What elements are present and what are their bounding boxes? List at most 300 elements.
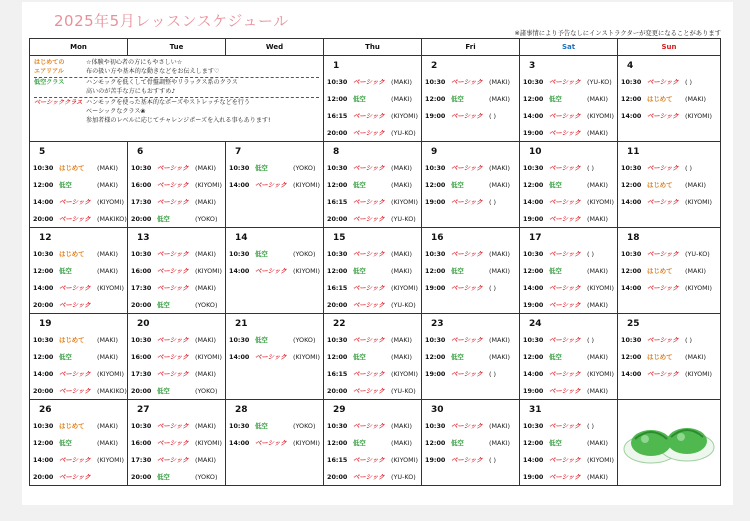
lesson-time: 10:30 — [523, 249, 544, 258]
lesson-class-low: 低空 — [353, 267, 366, 275]
lesson-entry — [618, 73, 720, 90]
lesson-entry — [128, 468, 225, 485]
lesson-instructor: (KIYOMI) — [195, 266, 223, 275]
lesson-time: 16:00 — [131, 180, 152, 189]
lesson-instructor: (KIYOMI) — [195, 352, 223, 361]
lesson-time: 10:30 — [327, 249, 348, 258]
lesson-time: 20:00 — [131, 472, 152, 481]
lesson-instructor: (YU-KO) — [391, 300, 416, 309]
lesson-entry — [128, 434, 225, 451]
lesson-time: 19:00 — [425, 111, 446, 120]
day-number: 19 — [39, 319, 52, 329]
lesson-entry — [324, 176, 421, 193]
lesson-instructor: (MAKI) — [587, 180, 608, 189]
day-cell — [128, 400, 226, 486]
lesson-instructor: (YOKO) — [195, 300, 218, 309]
lesson-class-basic: ベーシック — [157, 198, 189, 206]
lesson-class-low: 低空 — [451, 353, 464, 361]
lesson-time: 16:15 — [327, 369, 348, 378]
lesson-entry — [422, 262, 519, 279]
week-row — [30, 400, 721, 486]
lesson-entry — [324, 262, 421, 279]
weekday-mon: Mon — [30, 39, 128, 56]
lesson-time: 16:15 — [327, 197, 348, 206]
lesson-instructor: (KIYOMI) — [587, 111, 615, 120]
lesson-instructor: (YOKO) — [293, 421, 316, 430]
day-cell — [128, 314, 226, 400]
weekday-fri: Fri — [422, 39, 520, 56]
lesson-instructor: (MAKI) — [391, 163, 412, 172]
lesson-entry — [30, 348, 127, 365]
lesson-instructor: (MAKI) — [587, 300, 608, 309]
lesson-instructor: (MAKI) — [587, 266, 608, 275]
weekday-header-row — [30, 39, 721, 56]
lesson-entry — [618, 262, 720, 279]
lesson-entry — [30, 365, 127, 382]
day-cell — [422, 56, 520, 142]
lesson-entry — [30, 176, 127, 193]
lesson-time: 19:00 — [425, 369, 446, 378]
lesson-class-basic: ベーシック — [353, 301, 385, 309]
lesson-entry — [128, 279, 225, 296]
lesson-class-basic: ベーシック — [353, 284, 385, 292]
lesson-entry — [618, 90, 720, 107]
day-cell — [324, 142, 422, 228]
lesson-entry — [128, 417, 225, 434]
lesson-time: 14:00 — [33, 455, 54, 464]
week-row — [30, 228, 721, 314]
lesson-instructor: (KIYOMI) — [587, 455, 615, 464]
lesson-time: 10:30 — [425, 421, 446, 430]
lesson-time: 12:00 — [523, 266, 544, 275]
lesson-class-beginner: はじめて — [647, 95, 673, 103]
instructor-change-notice: ※諸事情により予告なしにインストラクターが変更になることがあります — [514, 30, 721, 37]
lesson-class-low: 低空 — [59, 353, 72, 361]
lesson-instructor: (YU-KO) — [587, 77, 612, 86]
lesson-time: 14:00 — [33, 197, 54, 206]
lesson-time: 10:30 — [131, 421, 152, 430]
lesson-class-basic: ベーシック — [157, 181, 189, 189]
lesson-class-basic: ベーシック — [353, 473, 385, 481]
lesson-instructor: (YU-KO) — [685, 249, 710, 258]
lesson-entry — [618, 365, 720, 382]
lesson-class-basic: ベーシック — [647, 112, 679, 120]
lesson-instructor: (MAKI) — [195, 249, 216, 258]
lesson-instructor: (MAKI) — [489, 163, 510, 172]
lesson-time: 19:00 — [425, 283, 446, 292]
lesson-class-basic: ベーシック — [157, 353, 189, 361]
lesson-time: 17:30 — [131, 369, 152, 378]
lesson-class-basic: ベーシック — [353, 250, 385, 258]
lesson-instructor: (MAKI) — [489, 180, 510, 189]
day-number: 4 — [627, 61, 634, 71]
lesson-instructor: (MAKI) — [685, 180, 706, 189]
lesson-instructor: (YOKO) — [195, 472, 218, 481]
weekday-sat: Sat — [520, 39, 618, 56]
day-number: 1 — [333, 61, 340, 71]
lesson-class-basic: ベーシック — [353, 422, 385, 430]
lesson-class-low: 低空 — [157, 473, 170, 481]
lesson-instructor: (MAKI) — [195, 369, 216, 378]
lesson-time: 10:30 — [523, 335, 544, 344]
lesson-time: 16:00 — [131, 266, 152, 275]
lesson-entry — [520, 468, 617, 485]
lesson-entry — [520, 210, 617, 227]
lesson-entry — [30, 451, 127, 468]
lesson-class-basic: ベーシック — [157, 267, 189, 275]
lesson-time: 12:00 — [621, 352, 642, 361]
lesson-entry — [520, 365, 617, 382]
lesson-time: 17:30 — [131, 283, 152, 292]
lesson-instructor: (MAKI) — [587, 214, 608, 223]
lesson-time: 16:15 — [327, 111, 348, 120]
day-cell — [618, 56, 721, 142]
lesson-time: 12:00 — [523, 352, 544, 361]
lesson-instructor: (MAKI) — [391, 335, 412, 344]
lesson-entry — [30, 468, 127, 485]
day-cell — [30, 314, 128, 400]
weekday-wed: Wed — [226, 39, 324, 56]
day-cell — [226, 142, 324, 228]
lesson-instructor: (MAKI) — [685, 94, 706, 103]
lesson-class-basic: ベーシック — [549, 456, 581, 464]
lesson-class-basic: ベーシック — [353, 198, 385, 206]
lesson-instructor: (MAKI) — [97, 266, 118, 275]
lesson-instructor: (MAKI) — [587, 438, 608, 447]
lesson-class-basic: ベーシック — [157, 250, 189, 258]
day-number: 31 — [529, 405, 542, 415]
lesson-time: 19:00 — [523, 300, 544, 309]
lesson-class-basic: ベーシック — [549, 129, 581, 137]
lesson-time: 20:00 — [33, 214, 54, 223]
lesson-time: 14:00 — [621, 197, 642, 206]
lesson-time: 10:30 — [425, 77, 446, 86]
lesson-class-basic: ベーシック — [549, 198, 581, 206]
lesson-entry — [520, 451, 617, 468]
legend-row — [34, 79, 319, 96]
lesson-entry — [324, 73, 421, 90]
lesson-class-basic: ベーシック — [255, 181, 287, 189]
lesson-instructor: (KIYOMI) — [195, 180, 223, 189]
lesson-instructor: (KIYOMI) — [293, 266, 321, 275]
lesson-time: 12:00 — [621, 94, 642, 103]
day-number: 14 — [235, 233, 248, 243]
lesson-class-basic: ベーシック — [157, 164, 189, 172]
lesson-entry — [128, 159, 225, 176]
lesson-class-low: 低空 — [549, 95, 562, 103]
lesson-class-low: 低空 — [255, 422, 268, 430]
lesson-time: 20:00 — [131, 214, 152, 223]
lesson-instructor: ( ) — [489, 455, 497, 464]
lesson-instructor: (MAKI) — [489, 94, 510, 103]
lesson-class-low: 低空 — [353, 439, 366, 447]
legend-description: ☆体験や初心者の方にもやさしい☆ 布の扱い方や基本的な動きなどをお伝えします♡ — [86, 59, 220, 75]
lesson-time: 10:30 — [229, 421, 250, 430]
schedule-sheet — [22, 2, 733, 505]
legend-class-name: はじめての エアリアル — [34, 59, 65, 75]
lesson-instructor: (KIYOMI) — [685, 283, 713, 292]
lesson-entry — [422, 193, 519, 210]
lesson-instructor: ( ) — [587, 421, 595, 430]
lesson-entry — [618, 348, 720, 365]
lesson-class-basic: ベーシック — [549, 370, 581, 378]
lesson-class-low: 低空 — [451, 95, 464, 103]
day-number: 7 — [235, 147, 242, 157]
lesson-entry — [520, 107, 617, 124]
legend-class-name: 低空クラス — [34, 79, 65, 87]
lesson-time: 19:00 — [425, 455, 446, 464]
lesson-instructor: (MAKI) — [391, 94, 412, 103]
lesson-entry — [324, 107, 421, 124]
lesson-class-basic: ベーシック — [549, 78, 581, 86]
calendar-body — [30, 56, 721, 486]
lesson-time: 20:00 — [33, 300, 54, 309]
lesson-instructor: (YOKO) — [195, 214, 218, 223]
lesson-instructor: (MAKI) — [97, 438, 118, 447]
lesson-time: 20:00 — [327, 472, 348, 481]
lesson-entry — [324, 382, 421, 399]
lesson-entry — [128, 348, 225, 365]
lesson-time: 12:00 — [33, 180, 54, 189]
lesson-class-basic: ベーシック — [353, 387, 385, 395]
lesson-time: 10:30 — [33, 249, 54, 258]
lesson-time: 20:00 — [327, 386, 348, 395]
lesson-instructor: (MAKI) — [195, 335, 216, 344]
lesson-instructor: ( ) — [587, 335, 595, 344]
lesson-time: 14:00 — [621, 283, 642, 292]
lesson-entry — [520, 90, 617, 107]
lesson-class-low: 低空 — [549, 439, 562, 447]
lesson-class-beginner: はじめて — [59, 336, 85, 344]
lesson-time: 10:30 — [33, 163, 54, 172]
lesson-entry — [30, 296, 127, 313]
lesson-entry — [324, 90, 421, 107]
lesson-time: 10:30 — [131, 163, 152, 172]
lesson-entry — [520, 245, 617, 262]
lesson-class-basic: ベーシック — [549, 112, 581, 120]
lesson-time: 16:00 — [131, 352, 152, 361]
lesson-class-low: 低空 — [255, 164, 268, 172]
day-number: 5 — [39, 147, 46, 157]
lesson-time: 10:30 — [229, 335, 250, 344]
lesson-entry — [618, 159, 720, 176]
lesson-entry — [520, 124, 617, 141]
lesson-instructor: (MAKI) — [391, 266, 412, 275]
day-cell — [324, 228, 422, 314]
lesson-time: 20:00 — [33, 472, 54, 481]
lesson-class-basic: ベーシック — [647, 198, 679, 206]
lesson-time: 20:00 — [131, 386, 152, 395]
lesson-time: 10:30 — [33, 421, 54, 430]
lesson-instructor: (KIYOMI) — [391, 369, 419, 378]
day-cell — [128, 228, 226, 314]
lesson-entry — [618, 331, 720, 348]
lesson-instructor: (KIYOMI) — [195, 438, 223, 447]
lesson-entry — [226, 417, 323, 434]
lesson-class-basic: ベーシック — [353, 370, 385, 378]
lesson-time: 14:00 — [621, 111, 642, 120]
lesson-instructor: (KIYOMI) — [587, 283, 615, 292]
day-number: 21 — [235, 319, 248, 329]
lesson-time: 12:00 — [425, 94, 446, 103]
day-cell — [324, 314, 422, 400]
lesson-class-basic: ベーシック — [549, 387, 581, 395]
day-number: 16 — [431, 233, 444, 243]
lesson-time: 10:30 — [523, 163, 544, 172]
lesson-instructor: (KIYOMI) — [685, 369, 713, 378]
lesson-class-basic: ベーシック — [157, 422, 189, 430]
legend-box — [30, 56, 323, 128]
lesson-instructor: (MAKI) — [97, 335, 118, 344]
lesson-entry — [422, 245, 519, 262]
day-cell — [128, 142, 226, 228]
lesson-entry — [520, 331, 617, 348]
lesson-class-basic: ベーシック — [549, 422, 581, 430]
day-number: 27 — [137, 405, 150, 415]
lesson-instructor: ( ) — [587, 249, 595, 258]
lesson-entry — [128, 451, 225, 468]
lesson-time: 10:30 — [523, 77, 544, 86]
lesson-entry — [618, 107, 720, 124]
lesson-entry — [30, 434, 127, 451]
lesson-time: 12:00 — [523, 438, 544, 447]
day-number: 26 — [39, 405, 52, 415]
lesson-entry — [618, 193, 720, 210]
lesson-instructor: (MAKI) — [391, 438, 412, 447]
lesson-time: 10:30 — [327, 77, 348, 86]
lesson-entry — [324, 124, 421, 141]
lesson-class-basic: ベーシック — [549, 284, 581, 292]
lesson-class-basic: ベーシック — [549, 473, 581, 481]
legend-row — [34, 99, 319, 125]
lesson-instructor: (MAKI) — [97, 180, 118, 189]
lesson-instructor: ( ) — [489, 197, 497, 206]
lesson-time: 10:30 — [229, 249, 250, 258]
lesson-time: 10:30 — [327, 163, 348, 172]
lesson-class-basic: ベーシック — [59, 198, 91, 206]
lesson-class-low: 低空 — [157, 215, 170, 223]
lesson-class-basic: ベーシック — [451, 78, 483, 86]
lesson-class-low: 低空 — [549, 181, 562, 189]
lesson-time: 12:00 — [425, 352, 446, 361]
lesson-time: 16:15 — [327, 455, 348, 464]
lesson-class-basic: ベーシック — [59, 456, 91, 464]
lesson-entry — [226, 159, 323, 176]
day-number: 15 — [333, 233, 346, 243]
lesson-class-low: 低空 — [59, 439, 72, 447]
day-number: 20 — [137, 319, 150, 329]
lesson-class-low: 低空 — [157, 387, 170, 395]
lesson-class-low: 低空 — [549, 353, 562, 361]
lesson-time: 12:00 — [327, 94, 348, 103]
lesson-instructor: (KIYOMI) — [587, 369, 615, 378]
illustration-cell — [618, 400, 721, 486]
lesson-entry — [128, 331, 225, 348]
lesson-time: 19:00 — [523, 214, 544, 223]
lesson-instructor: (MAKI) — [97, 163, 118, 172]
lesson-entry — [520, 193, 617, 210]
lesson-class-basic: ベーシック — [59, 284, 91, 292]
lesson-class-basic: ベーシック — [59, 301, 91, 309]
lesson-time: 12:00 — [327, 352, 348, 361]
lesson-class-low: 低空 — [549, 267, 562, 275]
lesson-entry — [324, 331, 421, 348]
week-row — [30, 56, 721, 142]
day-number: 12 — [39, 233, 52, 243]
day-cell — [324, 56, 422, 142]
lesson-entry — [422, 451, 519, 468]
lesson-instructor: (MAKI) — [391, 180, 412, 189]
lesson-time: 20:00 — [327, 214, 348, 223]
lesson-entry — [30, 331, 127, 348]
day-number: 3 — [529, 61, 536, 71]
lesson-entry — [128, 382, 225, 399]
lesson-entry — [422, 331, 519, 348]
lesson-time: 19:00 — [523, 386, 544, 395]
lesson-entry — [324, 210, 421, 227]
lesson-entry — [520, 348, 617, 365]
lesson-entry — [422, 90, 519, 107]
day-cell — [30, 228, 128, 314]
day-cell — [618, 314, 721, 400]
lesson-class-low: 低空 — [255, 250, 268, 258]
week-row — [30, 142, 721, 228]
lesson-class-basic: ベーシック — [451, 164, 483, 172]
lesson-time: 10:30 — [621, 249, 642, 258]
lesson-entry — [30, 382, 127, 399]
lesson-time: 10:30 — [621, 335, 642, 344]
day-cell — [618, 228, 721, 314]
lesson-instructor: (YU-KO) — [391, 386, 416, 395]
lesson-time: 12:00 — [425, 266, 446, 275]
lesson-instructor: (KIYOMI) — [391, 455, 419, 464]
lesson-time: 14:00 — [33, 283, 54, 292]
lesson-instructor: (MAKI) — [489, 352, 510, 361]
legend-description: ハンモックを低くして骨盤調整やリラックス系のクラス 高いのが苦手な方にもおすすめ♪ — [86, 79, 238, 95]
lesson-instructor: ( ) — [489, 283, 497, 292]
lesson-instructor: (MAKI) — [587, 472, 608, 481]
lesson-time: 10:30 — [523, 421, 544, 430]
lesson-entry — [128, 193, 225, 210]
lesson-instructor: ( ) — [587, 163, 595, 172]
lesson-class-low: 低空 — [451, 267, 464, 275]
day-number: 30 — [431, 405, 444, 415]
lesson-entry — [324, 279, 421, 296]
lesson-time: 10:30 — [621, 163, 642, 172]
lesson-time: 14:00 — [523, 111, 544, 120]
lesson-instructor: (MAKI) — [391, 77, 412, 86]
day-cell — [520, 314, 618, 400]
lesson-class-basic: ベーシック — [647, 370, 679, 378]
lesson-time: 14:00 — [621, 369, 642, 378]
lesson-instructor: (MAKI) — [489, 249, 510, 258]
lesson-instructor: (KIYOMI) — [587, 197, 615, 206]
lesson-instructor: (MAKI) — [391, 352, 412, 361]
lesson-class-basic: ベーシック — [451, 336, 483, 344]
lesson-instructor: (MAKI) — [489, 421, 510, 430]
lesson-instructor: (KIYOMI) — [97, 455, 125, 464]
lesson-instructor: (MAKI) — [489, 77, 510, 86]
lesson-instructor: (YOKO) — [195, 386, 218, 395]
lesson-class-low: 低空 — [353, 181, 366, 189]
lesson-class-basic: ベーシック — [647, 284, 679, 292]
day-number: 6 — [137, 147, 144, 157]
lesson-class-beginner: はじめて — [647, 267, 673, 275]
lesson-class-basic: ベーシック — [255, 353, 287, 361]
lesson-instructor: (KIYOMI) — [97, 283, 125, 292]
lesson-entry — [128, 176, 225, 193]
lesson-class-basic: ベーシック — [451, 370, 483, 378]
